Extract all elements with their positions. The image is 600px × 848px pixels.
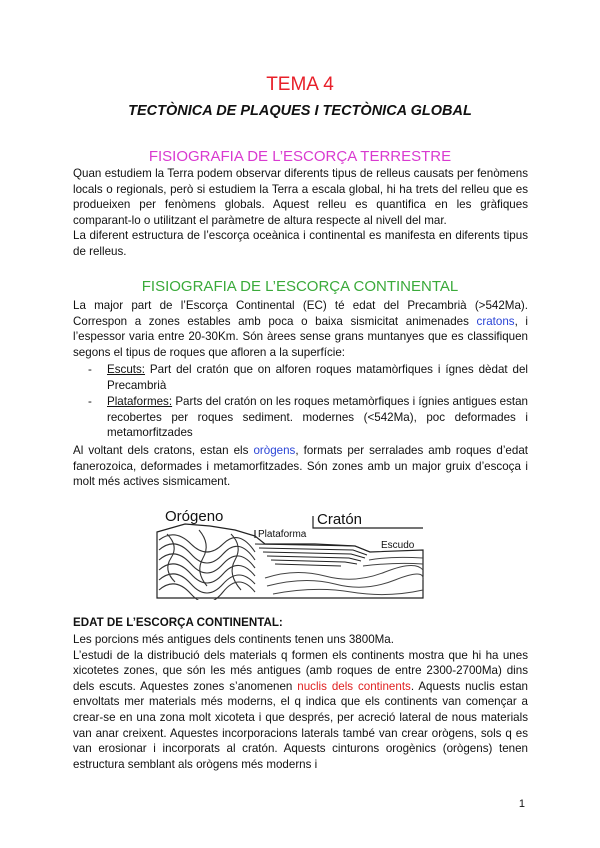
list-item: - Plataformes: Parts del cratón on les roques metamòrfiques i ígnies antigues estan recobertes per roques sediment. modernes (<542Ma), poc deformades i metamorfitzades <box>88 395 528 440</box>
label-plataforma: Plataforma <box>258 529 307 540</box>
section-heading-edat: EDAT DE L’ESCORÇA CONTINENTAL: <box>73 616 283 629</box>
list-item: - Escuts: Part del cratón que on alforen roques matamòrfiques i ígnes dèdat del Precambrià <box>88 363 528 392</box>
keyword-orogens: orògens <box>253 444 296 457</box>
craton-types-list <box>73 362 528 442</box>
paragraph-age: Les porcions més antigues dels continents tenen uns 3800Ma. L’estudi de la distribució dels materials q formen els continents mostra que hi ha unes xicotetes zones, que són les més antigues (amb roques de entre 2300-2700Ma) dins dels escuts. Aquestes zones s’anomenen nuclis dels continents. Aquests nuclis estan envoltats mer materials més moderns, el q indica que els continents van començar a crear-se en una zona molt xicoteta i que després, per acreció lateral de nous materials van anar creixent. Aquestes incorporacions laterals també van crear orògens, sols q es van erosionar i incorporats al cratón. Aquests cinturons orogènics (orògens) tenen estructura semblant als orògens més moderns i <box>73 633 529 771</box>
page-title: TEMA 4 <box>266 74 334 95</box>
paragraph-orogens: Al voltant dels cratons, estan els orògens, formats per serralades amb roques d’edat fanerozoica, deformades i metamorfitzades. Són zones amb un major gruix d’escoça i molt més actives sismicament. <box>73 444 528 489</box>
page-number: 1 <box>518 798 525 810</box>
keyword-nuclis: nuclis dels continents <box>297 679 411 693</box>
section-heading-escorca-continental: FISIOGRAFIA DE L’ESCORÇA CONTINENTAL <box>141 278 459 295</box>
paragraph-cratons: La major part de l’Escorça Continental (EC) té edat del Precambrià (>542Ma). Correspon a zones estables amb poca o baixa sismicitat animenades cratons, i l’espessor varia entre 20-30Km. Són àrees sense grans muntanyes que es classifiquen segons el tipus de roques que afloren a la superfície: <box>73 299 528 359</box>
label-orogeno: Orógeno <box>165 508 224 525</box>
paragraph-intro: Quan estudiem la Terra podem observar diferents tipus de relleus causats per fenòmens locals o regionals, però si estudiem la Terra a escala global, hi ha trets del relleu que es produeixen per fenòmens globals. Aquest relleu es quantifica en les gràfiques comparant-lo o utilitzant el paràmetre de altura respecte al nivell del mar. La diferent estructura de l’escorça oceànica i continental es manifesta en diferents tipus de relleus. <box>73 167 528 258</box>
keyword-cratons: cratons <box>476 314 515 328</box>
page-subtitle: TECTÒNICA DE PLAQUES I TECTÒNICA GLOBAL <box>128 103 472 119</box>
label-craton: Cratón <box>317 511 363 528</box>
section-heading-escorca-terrestre: FISIOGRAFIA DE L’ESCORÇA TERRESTRE <box>148 148 452 165</box>
crust-cross-section-figure <box>155 500 425 600</box>
label-escudo: Escudo <box>381 540 415 551</box>
